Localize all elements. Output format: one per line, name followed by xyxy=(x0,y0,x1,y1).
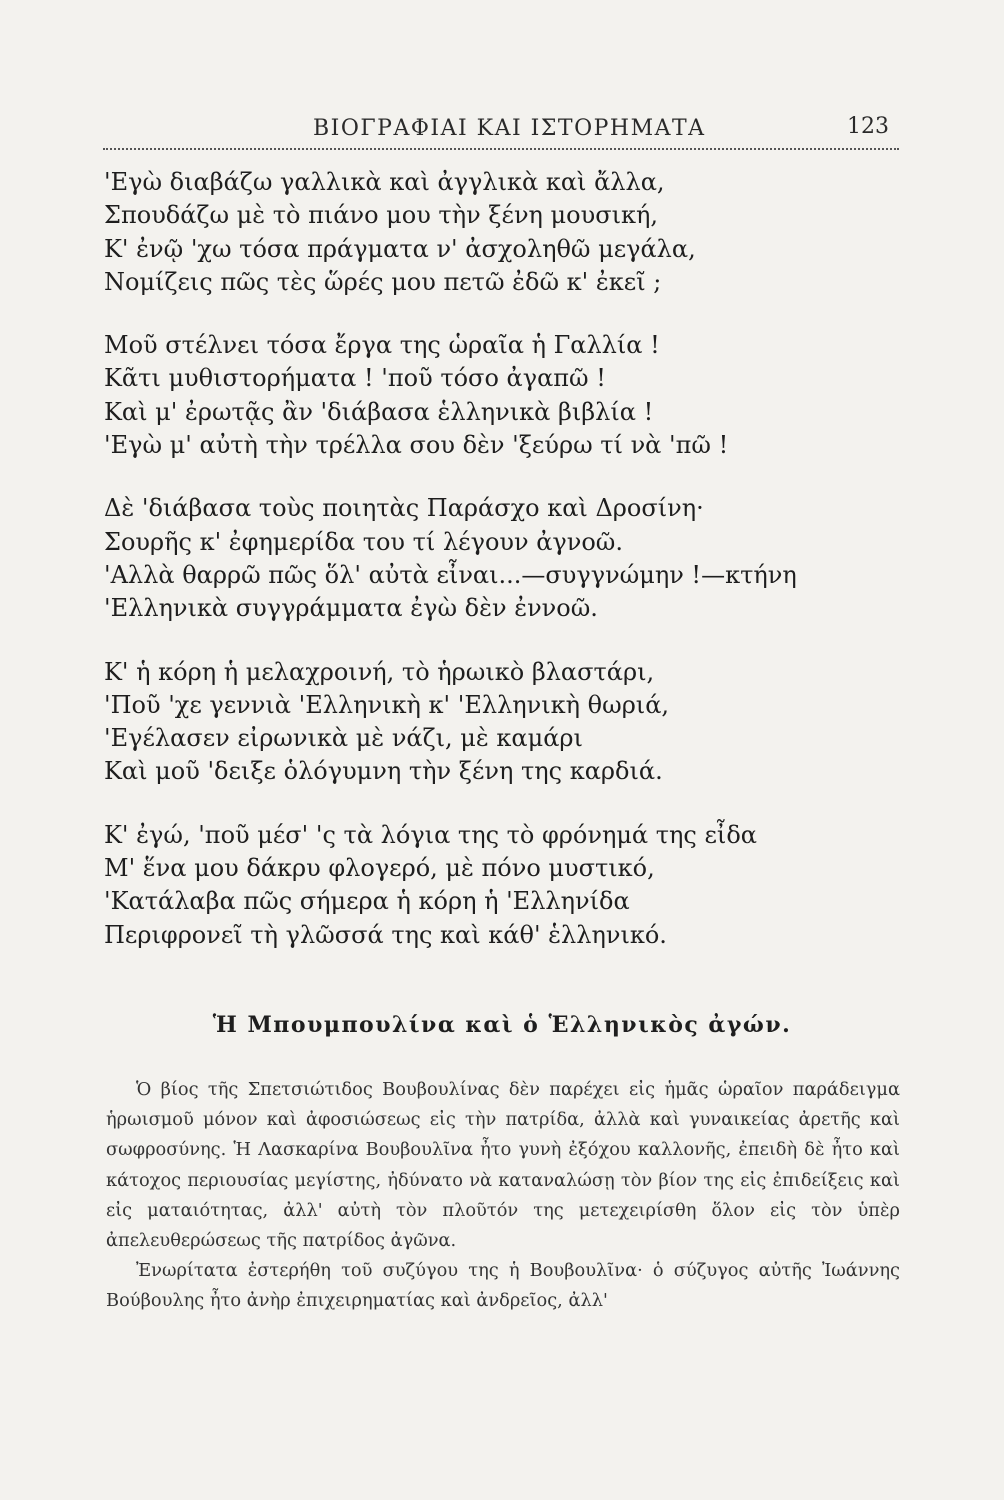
header-dotted-rule xyxy=(103,148,899,150)
verse-line: Δὲ 'διάβασα τοὺς ποιητὰς Παράσχο καὶ Δροσίνη· xyxy=(104,494,704,523)
stanza-3 xyxy=(104,492,894,625)
verse-line: Σπουδάζω μὲ τὸ πιάνο μου τὴν ξένη μουσική, xyxy=(104,201,658,230)
verse-line: 'Ελληνικὰ συγγράμματα ἐγὼ δὲν ἐννοῶ. xyxy=(104,594,598,623)
prose-body xyxy=(106,1075,900,1317)
verse-line: 'Αλλὰ θαρρῶ πῶς ὅλ' αὐτὰ εἶναι...—συγγνώμην !—κτήνη xyxy=(104,560,797,589)
verse-line: Μ' ἕνα μου δάκρυ φλογερό, μὲ πόνο μυστικό, xyxy=(104,854,655,883)
stanza-1 xyxy=(104,166,894,299)
verse-line: Κ' ἐγώ, 'ποῦ μέσ' 'ς τὰ λόγια της τὸ φρόνημά της εἶδα xyxy=(104,820,757,849)
poem xyxy=(104,166,894,982)
verse-line: 'Ποῦ 'χε γεννιὰ 'Ελληνικὴ κ' 'Ελληνικὴ θωριά, xyxy=(104,690,670,719)
page-header xyxy=(103,110,903,150)
verse-line: 'Εγὼ μ' αὐτὴ τὴν τρέλλα σου δὲν 'ξεύρω τί νὰ 'πῶ ! xyxy=(104,431,729,460)
verse-line: Καὶ μ' ἐρωτᾷς ἂν 'διάβασα ἑλληνικὰ βιβλία ! xyxy=(104,397,654,426)
verse-line: Καὶ μοῦ 'δειξε ὁλόγυμνη τὴν ξένη της καρδιά. xyxy=(104,757,663,786)
paragraph: Ἐνωρίτατα ἐστερήθη τοῦ συζύγου της ἡ Βουβουλῖνα· ὁ σύζυγος αὐτῆς Ἰωάννης Βούβουλης ἦτο ἀνὴρ ἐπιχειρηματίας καὶ ἀνδρεῖος, ἀλλ' xyxy=(106,1260,900,1312)
stanza-4 xyxy=(104,656,894,789)
verse-line: Νομίζεις πῶς τὲς ὥρές μου πετῶ ἐδῶ κ' ἐκεῖ ; xyxy=(104,267,662,296)
verse-line: 'Κατάλαβα πῶς σήμερα ἡ κόρη ἡ 'Ελληνίδα xyxy=(104,887,630,916)
verse-line: Σουρῆς κ' ἐφημερίδα του τί λέγουν ἀγνοῶ. xyxy=(104,527,623,556)
verse-line: Κᾶτι μυθιστορήματα ! 'ποῦ τόσο ἀγαπῶ ! xyxy=(104,364,606,393)
page-number: 123 xyxy=(847,114,889,139)
verse-line: Περιφρονεῖ τὴ γλῶσσά της καὶ κάθ' ἑλληνικό. xyxy=(104,920,667,949)
verse-line: 'Εγέλασεν εἰρωνικὰ μὲ νάζι, μὲ καμάρι xyxy=(104,724,583,753)
verse-line: Μοῦ στέλνει τόσα ἔργα της ὡραῖα ἡ Γαλλία ! xyxy=(104,331,660,360)
section-heading: Ἡ Μπουμπουλίνα καὶ ὁ Ἑλληνικὸς ἀγών. xyxy=(212,1012,792,1038)
verse-line: Κ' ἡ κόρη ἡ μελαχροινή, τὸ ἡρωικὸ βλαστάρι, xyxy=(104,657,655,686)
paragraph: Ὁ βίος τῆς Σπετσιώτιδος Βουβουλίνας δὲν παρέχει εἰς ἡμᾶς ὡραῖον παράδειγμα ἡρωισμοῦ μόνον καὶ ἀφοσιώσεως εἰς τὴν πατρίδα, ἀλλὰ καὶ γυναικείας ἀρετῆς καὶ σωφροσύνης. Ἡ Λασκαρίνα Βουβουλῖνα ἦτο γυνὴ ἐξόχου καλλονῆς, ἐπειδὴ δὲ ἦτο καὶ κάτοχος περιουσίας μεγίστης, ἠδύνατο νὰ καταναλώσῃ τὸν βίον της εἰς ἐπιδείξεις καὶ εἰς ματαιότητας, ἀλλ' αὐτὴ τὸν πλοῦτόν της μετεχειρίσθη ὅλον εἰς τὸν ὑπὲρ ἀπελευθερώσεως τῆς πατρίδος ἀγῶνα. xyxy=(106,1079,900,1252)
stanza-2 xyxy=(104,329,894,462)
verse-line: Κ' ἐνῷ 'χω τόσα πράγματα ν' ἀσχοληθῶ μεγάλα, xyxy=(104,234,696,263)
running-title: ΒΙΟΓΡΑΦΙΑΙ ΚΑΙ ΙΣΤΟΡΗΜΑΤΑ xyxy=(313,116,706,141)
verse-line: 'Εγὼ διαβάζω γαλλικὰ καὶ ἀγγλικὰ καὶ ἄλλα, xyxy=(104,168,665,196)
stanza-5 xyxy=(104,819,894,952)
